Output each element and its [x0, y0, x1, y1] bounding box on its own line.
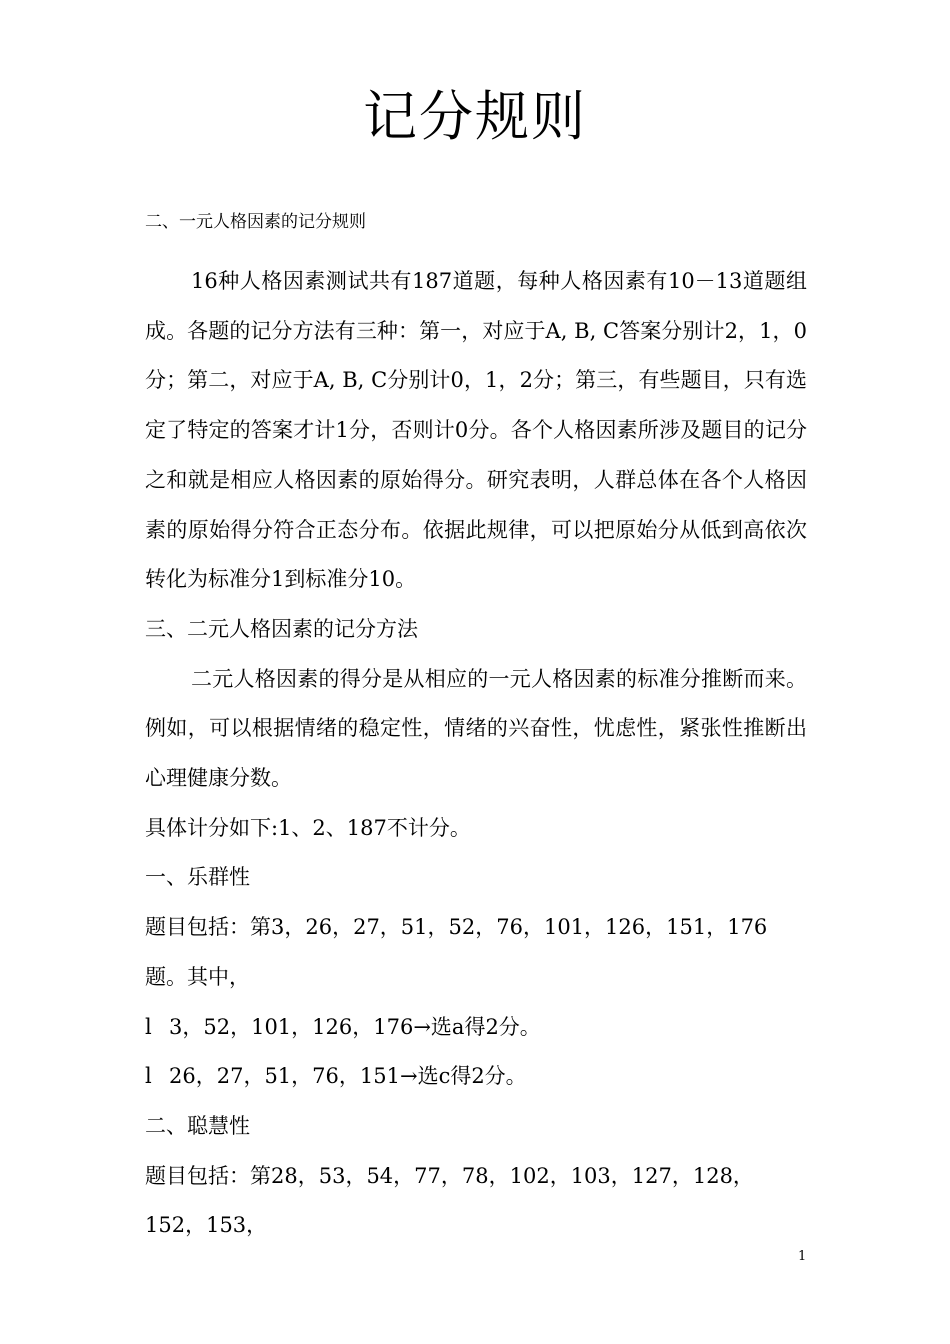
page-number: 1 [798, 1249, 807, 1264]
bullet-marker: l [145, 1014, 152, 1039]
page-title: 记分规则 [363, 85, 587, 148]
document-body [145, 257, 807, 1251]
paragraph-binary-scoring-method: 二元人格因素的得分是从相应的一元人格因素的标准分推断而来。例如，可以根据情绪的稳定性，情绪的兴奋性，忧虑性，紧张性推断出心理健康分数。 [145, 666, 807, 791]
section-heading-unary-scoring: 二、一元人格因素的记分规则 [145, 212, 366, 232]
paragraph-unary-scoring-rules: 16种人格因素测试共有187道题，每种人格因素有10－13道题组成。各题的记分方法有三种：第一，对应于A, B, C答案分别计2，1，0分；第二，对应于A, B, C分别计0，1，2分；第三，有些题目，只有选定了特定的答案才计1分，否则计0分。各个人格因素所涉及题目的记分之和就是相应人格因素的原始得分。研究表明，人群总体在各个人格因素的原始得分符合正态分布。依据此规律，可以把原始分从低到高依次转化为标准分1到标准分10。 [145, 269, 807, 592]
bullet-marker: l [145, 1064, 152, 1089]
bullet-item [145, 1052, 807, 1102]
factor-heading-warmth: 一、乐群性 [145, 865, 250, 890]
bullet-text: 3，52，101，126，176→选a得2分。 [169, 1014, 541, 1039]
bullet-item [145, 1003, 807, 1053]
paragraph-intelligence-items: 题目包括：第28，53，54，77，78，102，103，127，128，152，153， [145, 1163, 754, 1238]
factor-heading-intelligence: 二、聪慧性 [145, 1113, 250, 1138]
paragraph-scoring-details: 具体计分如下:1、2、187不计分。 [145, 815, 471, 840]
bullet-text: 26，27，51，76，151→选c得2分。 [169, 1064, 527, 1089]
section-heading-binary-scoring: 三、二元人格因素的记分方法 [145, 616, 418, 641]
paragraph-warmth-items: 题目包括：第3，26，27，51，52，76，101，126，151，176题。其中， [145, 915, 768, 989]
